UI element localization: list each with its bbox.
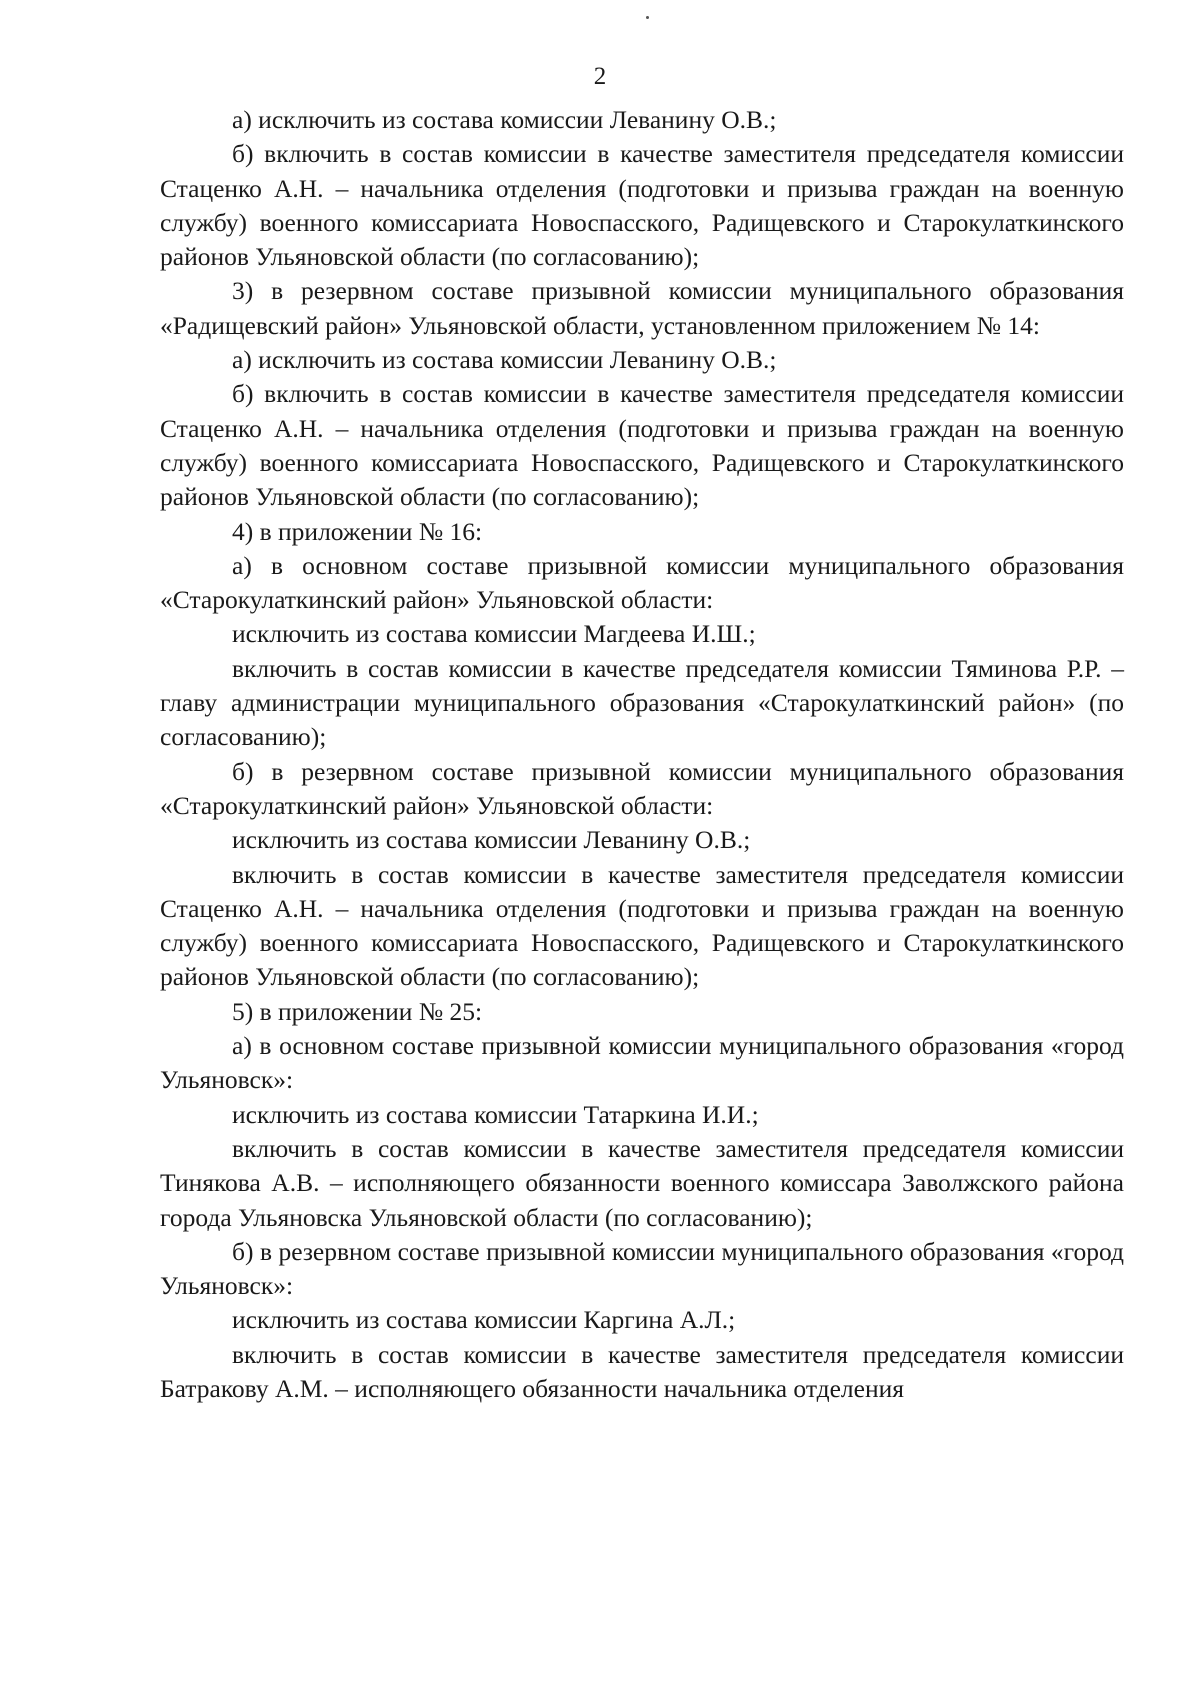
document-body [160, 103, 1124, 1406]
paragraph: а) в основном составе призывной комиссии муниципального образования «Старокулаткинский район» Ульяновской области: [160, 550, 1124, 615]
paragraph: 5) в приложении № 25: [232, 996, 483, 1026]
paragraph: б) в резервном составе призывной комиссии муниципального образования «город Ульяновск»: [160, 1236, 1124, 1301]
paragraph: исключить из состава комиссии Магдеева И.Ш.; [232, 619, 756, 649]
paragraph: а) исключить из состава комиссии Леванину О.В.; [232, 345, 777, 375]
scan-artifact [646, 16, 649, 19]
paragraph: б) включить в состав комиссии в качестве заместителя председателя комиссии Стаценко А.Н. – начальника отделения (подготовки и призыва граждан на военную службу) военного комиссариата Новоспасского, Радищевского и Старокулаткинского районов Ульяновской области (по согласованию); [160, 379, 1124, 512]
paragraph: б) включить в состав комиссии в качестве заместителя председателя комиссии Стаценко А.Н. – начальника отделения (подготовки и призыва граждан на военную службу) военного комиссариата Новоспасского, Радищевского и Старокулаткинского районов Ульяновской области (по согласованию); [160, 139, 1124, 272]
paragraph: исключить из состава комиссии Татаркина И.И.; [232, 1099, 759, 1129]
paragraph: включить в состав комиссии в качестве заместителя председателя комиссии Тинякова А.В. – исполняющего обязанности военного комиссара Заволжского района города Ульяновска Ульяновской области (по согласованию); [160, 1133, 1124, 1232]
paragraph: включить в состав комиссии в качестве заместителя председателя комиссии Батракову А.М. – исполняющего обязанности начальника отделения [160, 1339, 1124, 1403]
paragraph: включить в состав комиссии в качестве председателя комиссии Тяминова Р.Р. – главу администрации муниципального образования «Старокулаткинский район» (по согласованию); [160, 653, 1124, 752]
paragraph: включить в состав комиссии в качестве заместителя председателя комиссии Стаценко А.Н. – начальника отделения (подготовки и призыва граждан на военную службу) военного комиссариата Новоспасского, Радищевского и Старокулаткинского районов Ульяновской области (по согласованию); [160, 859, 1124, 992]
paragraph: а) в основном составе призывной комиссии муниципального образования «город Ульяновск»: [160, 1031, 1124, 1095]
paragraph: исключить из состава комиссии Каргина А.Л.; [232, 1305, 736, 1335]
paragraph: б) в резервном составе призывной комиссии муниципального образования «Старокулаткинский район» Ульяновской области: [160, 756, 1124, 820]
paragraph: 4) в приложении № 16: [232, 516, 483, 546]
paragraph: а) исключить из состава комиссии Леванину О.В.; [232, 105, 777, 134]
paragraph: 3) в резервном составе призывной комиссии муниципального образования «Радищевский район» Ульяновской области, установленном приложением № 14: [160, 276, 1124, 340]
page-number: 2 [593, 63, 607, 90]
paragraph: исключить из состава комиссии Леванину О.В.; [232, 825, 751, 855]
